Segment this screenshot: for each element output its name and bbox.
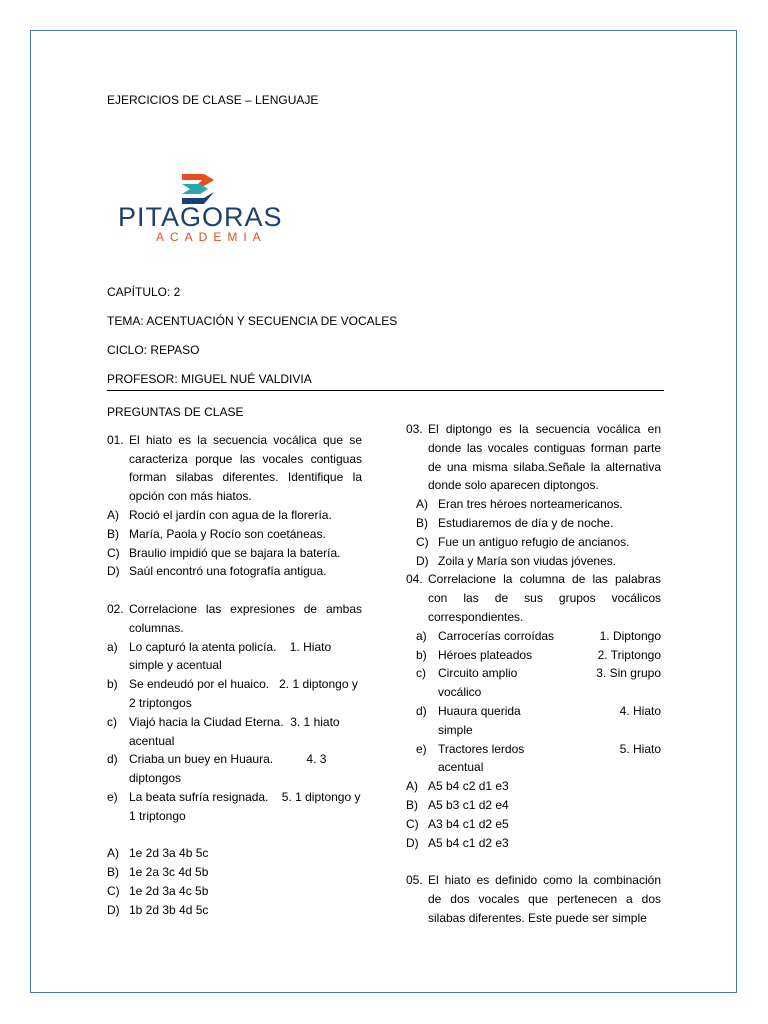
option-letter: A) [406, 779, 418, 794]
question-text: Correlacione la columna de las palabras con las de sus grupos vocálicos correspondientes. [428, 572, 661, 624]
option [107, 562, 362, 581]
option [406, 777, 661, 796]
option-text: A5 b4 c1 d2 e3 [428, 835, 509, 850]
question-number: 01. [107, 432, 124, 447]
item-text: Criaba un buey en Huaura. 4. 3 diptongos [129, 752, 330, 786]
option [107, 525, 362, 544]
option-letter: D) [107, 564, 120, 579]
option-letter: C) [107, 883, 120, 898]
item-text: Circuito amplio [438, 666, 518, 681]
item-match: 2. Triptongo [597, 647, 661, 662]
match-item [107, 750, 362, 788]
option-text: Braulio impidió que se bajara la batería. [129, 545, 341, 560]
option-letter: C) [416, 534, 429, 549]
item-letter: c) [416, 666, 426, 681]
item-match: 4. Hiato [619, 703, 661, 718]
option-letter: A) [416, 497, 428, 512]
item-continuation: simple [438, 722, 473, 737]
option [416, 495, 661, 514]
header-divider [107, 390, 664, 391]
match-item [416, 646, 661, 665]
item-text: Huaura querida [438, 703, 521, 718]
option-text: A3 b4 c1 d2 e5 [428, 816, 509, 831]
match-item [416, 664, 661, 702]
item-continuation: acentual [438, 760, 484, 775]
question-1 [107, 431, 362, 506]
item-text: Lo capturó la atenta policía. 1. Hiato simple y acentual [129, 639, 335, 673]
item-match: 3. Sin grupo [596, 666, 661, 681]
match-item [107, 638, 362, 676]
option-letter: D) [406, 835, 419, 850]
match-item [416, 627, 661, 646]
option-text: A5 b4 c2 d1 e3 [428, 779, 509, 794]
option-text: A5 b3 c1 d2 e4 [428, 797, 509, 812]
item-text: Carrocerías corroídas [438, 628, 555, 643]
option [107, 901, 362, 920]
item-letter: e) [416, 741, 427, 756]
option-letter: D) [416, 553, 429, 568]
right-column [406, 420, 661, 928]
match-item [416, 702, 661, 740]
option-text: 1e 2d 3a 4c 5b [129, 883, 209, 898]
option-text: 1b 2d 3b 4d 5c [129, 902, 209, 917]
logo-wordmark: PITAGORAS [118, 202, 283, 232]
question-2 [107, 600, 362, 638]
chapter-label: CAPÍTULO: 2 [107, 285, 181, 299]
item-continuation: vocálico [438, 685, 482, 700]
option [107, 544, 362, 563]
option-text: Saúl encontró una fotografía antigua. [129, 564, 327, 579]
item-letter: c) [107, 714, 117, 729]
option [416, 552, 661, 571]
match-item [107, 675, 362, 713]
question-5 [406, 871, 661, 927]
option [416, 533, 661, 552]
match-item [107, 713, 362, 751]
option [107, 844, 362, 863]
question-text: El hiato es definido como la combinación de dos vocales que pertenecen a dos silabas diferentes. Este puede ser simple [428, 873, 661, 925]
topic-label: TEMA: ACENTUACIÓN Y SECUENCIA DE VOCALES [107, 314, 398, 328]
option-text: Estudiaremos de día y de noche. [438, 515, 614, 530]
question-text: El hiato es la secuencia vocálica que se caracteriza porque las vocales contiguas forman silabas diferentes. Identifique la opción con más hiatos. [129, 432, 362, 504]
item-text: Se endeudó por el huaico. 2. 1 diptongo y 2 triptongos [129, 677, 362, 710]
option [406, 815, 661, 834]
document-title: EJERCICIOS DE CLASE – LENGUAJE [107, 93, 319, 107]
question-3 [406, 420, 661, 495]
item-letter: e) [107, 789, 118, 804]
item-match: 1. Diptongo [599, 628, 661, 643]
item-letter: d) [416, 703, 427, 718]
question-number: 05. [406, 873, 423, 888]
option-text: 1e 2a 3c 4d 5b [129, 865, 209, 880]
question-text: El diptongo es la secuencia vocálica en donde las vocales contiguas forman parte de una misma silaba.Señale la alternativa donde solo aparecen diptongos. [428, 422, 661, 493]
teacher-label: PROFESOR: MIGUEL NUÉ VALDIVIA [107, 372, 312, 386]
option [107, 882, 362, 901]
item-letter: a) [107, 639, 118, 654]
option-letter: C) [406, 816, 419, 831]
option-text: Roció el jardín con agua de la florería. [129, 507, 332, 522]
logo-subtitle: ACADEMIA [156, 230, 267, 244]
option [107, 863, 362, 882]
option-text: Fue un antiguo refugio de ancianos. [438, 534, 630, 549]
option-letter: C) [107, 545, 120, 560]
item-match: 5. Hiato [619, 741, 661, 756]
option-text: Eran tres héroes norteamericanos. [438, 497, 623, 512]
option-text: 1e 2d 3a 4b 5c [129, 846, 209, 861]
question-number: 04. [406, 572, 423, 587]
item-letter: a) [416, 628, 427, 643]
option [107, 506, 362, 525]
cycle-label: CICLO: REPASO [107, 343, 200, 357]
option-letter: B) [107, 865, 119, 880]
section-title: PREGUNTAS DE CLASE [107, 405, 244, 419]
question-number: 03. [406, 422, 423, 436]
option-letter: B) [406, 797, 418, 812]
item-text: Tractores lerdos [438, 741, 525, 756]
item-letter: d) [107, 752, 118, 767]
option [406, 834, 661, 853]
item-text: Héroes plateados [438, 647, 533, 662]
option-letter: B) [107, 526, 119, 541]
left-column [107, 403, 362, 920]
arrow-logo-icon [180, 172, 220, 206]
pitagoras-logo [118, 172, 283, 247]
match-item [107, 788, 362, 826]
option-text: Zoila y María son viudas jóvenes. [438, 553, 617, 568]
item-letter: b) [416, 647, 427, 662]
option-letter: A) [107, 507, 119, 522]
match-item [416, 740, 661, 778]
option [416, 514, 661, 533]
question-number: 02. [107, 601, 124, 616]
question-text: Correlacione las expresiones de ambas columnas. [129, 601, 362, 635]
item-letter: b) [107, 677, 118, 692]
item-text: La beata sufría resignada. 5. 1 diptongo y 1 triptongo [129, 789, 364, 823]
question-4 [406, 570, 661, 626]
option-letter: D) [107, 902, 120, 917]
option-text: María, Paola y Rocío son coetáneas. [129, 526, 326, 541]
option [406, 796, 661, 815]
item-text: Viajó hacia la Ciudad Eterna. 3. 1 hiato acentual [129, 714, 343, 748]
option-letter: B) [416, 515, 428, 530]
option-letter: A) [107, 846, 119, 861]
